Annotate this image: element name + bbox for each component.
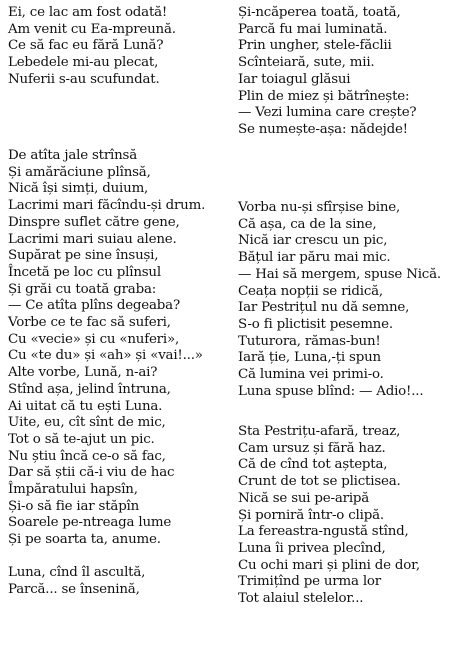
poem-line: — Vezi lumina care crește? bbox=[238, 105, 417, 121]
poem-line: Nică iar crescu un pic, bbox=[238, 233, 388, 249]
poem-line: Stînd așa, jelind întruna, bbox=[8, 381, 171, 397]
poem-line: Parcă... se însenină, bbox=[8, 581, 140, 597]
poem-line: Tot alaiul stelelor... bbox=[238, 591, 364, 607]
stanza bbox=[8, 565, 234, 598]
poem-line: Tot o să te-ajut un pic. bbox=[8, 431, 155, 447]
poem-line: Crunt de tot se plictisea. bbox=[238, 474, 401, 490]
poem-line: Lebedele mi-au plecat, bbox=[8, 55, 159, 71]
poem-line: Am venit cu Ea-mpreună. bbox=[8, 21, 176, 37]
poem-line: Luna îi privea plecînd, bbox=[238, 540, 386, 556]
poem-line: Iar toiagul glăsui bbox=[238, 71, 351, 87]
poem-line: Și amărăciune plînsă, bbox=[8, 164, 151, 180]
poem-line: Se numește-așa: nădejde! bbox=[238, 121, 408, 137]
poem-line: Vorba nu-și sfîrșise bine, bbox=[238, 200, 401, 215]
poem-line: Plin de miez și bătrînește: bbox=[238, 88, 410, 104]
poem-line: Și-ncăperea toată, toată, bbox=[238, 5, 401, 20]
poem-line: Cam ursuz și fără haz. bbox=[238, 440, 386, 456]
poem-line: Luna, cînd îl ascultă, bbox=[8, 565, 146, 580]
poem-line: Că de cînd tot aștepta, bbox=[238, 457, 388, 473]
poem-line: Iar Pestrițul nu dă semne, bbox=[238, 300, 410, 316]
poem-line: Nu știu încă ce-o să fac, bbox=[8, 448, 166, 464]
poem-line: Și porniră într-o clipă. bbox=[238, 507, 384, 523]
poem-line: La fereastra-ngustă stînd, bbox=[238, 524, 409, 540]
poem-line: Luna spuse blînd: — Adio!... bbox=[238, 383, 424, 399]
poem-line: Trimițînd pe urma lor bbox=[238, 574, 381, 590]
poem-line: Iară ție, Luna,-ți spun bbox=[238, 350, 381, 366]
poem-line: Prin ungher, stele-făclii bbox=[238, 38, 392, 54]
poem-line: Scînteiară, sute, mii. bbox=[238, 55, 375, 71]
stanza bbox=[238, 200, 470, 400]
poem-line: Împăratului hapsîn, bbox=[8, 482, 138, 498]
poem-line: Și-o să fie iar stăpîn bbox=[8, 498, 140, 514]
stanza bbox=[238, 5, 470, 139]
poem-line: S-o fi plictisit pesemne. bbox=[238, 316, 393, 332]
poem-line: Că așa, ca de la sine, bbox=[238, 216, 377, 232]
poem-line: — Ce atîta plîns degeaba? bbox=[8, 298, 180, 314]
poem-line: Și pe soarta ta, anume. bbox=[8, 532, 161, 548]
poem-line: Uite, eu, cît sînt de mic, bbox=[8, 415, 166, 431]
poem-line: Cu «te du» și «ah» și «vai!...» bbox=[8, 348, 203, 364]
poem-line: Ei, ce lac am fost odată! bbox=[8, 5, 168, 20]
poem-line: Ce să fac eu fără Lună? bbox=[8, 38, 164, 54]
poem-line: Tuturora, rămas-bun! bbox=[238, 333, 381, 349]
stanza bbox=[8, 5, 234, 89]
poem-line: Soarele pe-ntreaga lume bbox=[8, 515, 172, 531]
poem-line: Nuferii s-au scufundat. bbox=[8, 71, 160, 87]
poem-line: Lacrimi mari suiau alene. bbox=[8, 231, 177, 247]
poem-line: Bățul iar păru mai mic. bbox=[238, 250, 391, 266]
stanza bbox=[8, 148, 234, 549]
poem-line: Cu ochi mari și plini de dor, bbox=[238, 557, 420, 573]
poem-line: Alte vorbe, Lună, n-ai? bbox=[8, 365, 158, 381]
poem-line: Cu «vecie» și cu «nuferi», bbox=[8, 331, 180, 347]
poem-line: Dinspre suflet către gene, bbox=[8, 214, 180, 230]
poem-line: Vorbe ce te fac să suferi, bbox=[8, 315, 171, 331]
stanza bbox=[238, 424, 470, 608]
poem-line: De atîta jale strînsă bbox=[8, 148, 138, 163]
poem-line: Ceața nopții se ridică, bbox=[238, 283, 383, 299]
poem-line: Lacrimi mari făcîndu-și drum. bbox=[8, 198, 206, 214]
poem-line: Și grăi cu toată graba: bbox=[8, 281, 157, 297]
poem-line: Supărat pe sine însuși, bbox=[8, 248, 159, 264]
poem-line: Nică se sui pe-aripă bbox=[238, 490, 370, 506]
poem-line: Nică își simți, duium, bbox=[8, 181, 149, 197]
poem-line: Încetă pe loc cu plînsul bbox=[8, 264, 161, 280]
poem-line: — Hai să mergem, spuse Nică. bbox=[238, 266, 441, 282]
poem-line: Sta Pestrițu-afară, treaz, bbox=[238, 424, 401, 439]
poem-line: Dar să știi că-i viu de hac bbox=[8, 465, 175, 481]
poem-line: Ai uitat că tu ești Luna. bbox=[8, 398, 163, 414]
poem-line: Parcă fu mai luminată. bbox=[238, 21, 388, 37]
poem-line: Că lumina vei primi-o. bbox=[238, 367, 384, 383]
